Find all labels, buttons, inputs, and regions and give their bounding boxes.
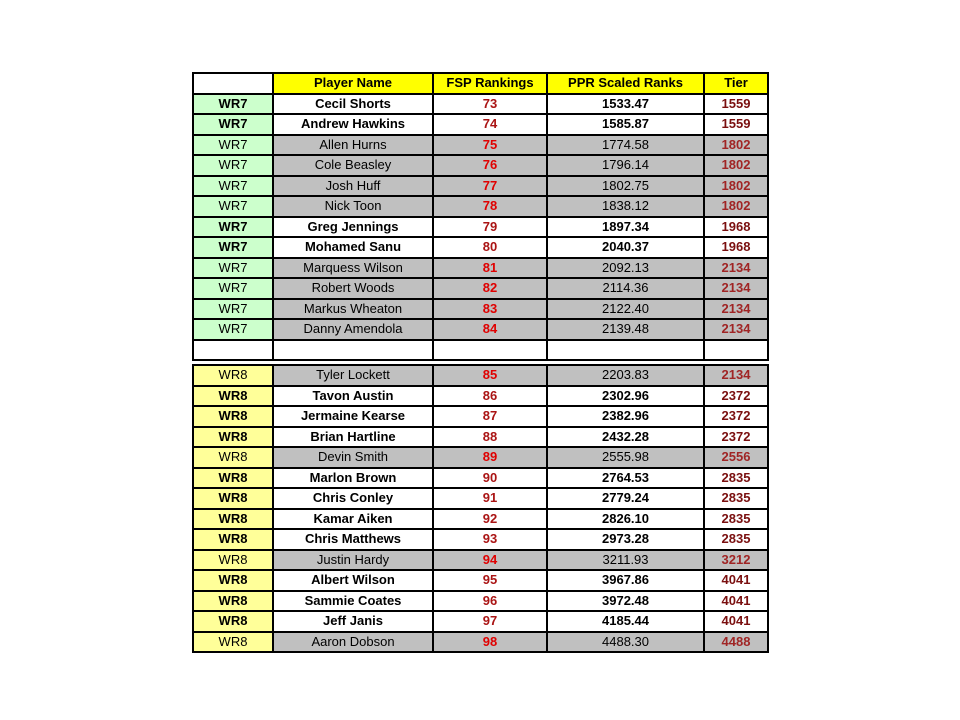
- cell-player-name: Sammie Coates: [273, 591, 433, 612]
- cell-fsp-ranking: 83: [433, 299, 547, 320]
- cell-tier: 1802: [704, 155, 768, 176]
- cell-ppr-scaled-rank: 4488.30: [547, 632, 704, 653]
- cell-ppr-scaled-rank: 2114.36: [547, 278, 704, 299]
- cell-fsp-ranking: 91: [433, 488, 547, 509]
- table-row: [193, 258, 768, 279]
- cell-player-name: Chris Matthews: [273, 529, 433, 550]
- cell-position: WR7: [193, 196, 273, 217]
- cell-player-name: Danny Amendola: [273, 319, 433, 340]
- cell-tier: 2134: [704, 299, 768, 320]
- header-tier: Tier: [704, 73, 768, 94]
- cell-ppr-scaled-rank: 1838.12: [547, 196, 704, 217]
- cell-position: WR8: [193, 550, 273, 571]
- cell-fsp-ranking: 98: [433, 632, 547, 653]
- cell-position: WR7: [193, 94, 273, 115]
- wr8-table: [192, 364, 769, 653]
- cell-fsp-ranking: 75: [433, 135, 547, 156]
- cell-tier: 2835: [704, 468, 768, 489]
- table-row: [193, 365, 768, 386]
- table-row: [193, 114, 768, 135]
- cell-fsp-ranking: 96: [433, 591, 547, 612]
- cell-tier: 3212: [704, 550, 768, 571]
- table-row: [193, 155, 768, 176]
- cell-tier: 2134: [704, 278, 768, 299]
- cell-position: WR7: [193, 176, 273, 197]
- cell-ppr-scaled-rank: 3211.93: [547, 550, 704, 571]
- cell-ppr-scaled-rank: 1796.14: [547, 155, 704, 176]
- cell-tier: 4041: [704, 591, 768, 612]
- cell-position: WR7: [193, 278, 273, 299]
- cell-fsp-ranking: 86: [433, 386, 547, 407]
- table-row: [193, 570, 768, 591]
- blank-cell: [433, 340, 547, 361]
- table-row: [193, 319, 768, 340]
- cell-tier: 1559: [704, 94, 768, 115]
- cell-player-name: Devin Smith: [273, 447, 433, 468]
- table-row: [193, 509, 768, 530]
- cell-player-name: Justin Hardy: [273, 550, 433, 571]
- header-corner-cell: [193, 73, 273, 94]
- cell-tier: 2134: [704, 258, 768, 279]
- header-player-name: Player Name: [273, 73, 433, 94]
- cell-fsp-ranking: 77: [433, 176, 547, 197]
- cell-fsp-ranking: 87: [433, 406, 547, 427]
- table-row: [193, 135, 768, 156]
- cell-tier: 4488: [704, 632, 768, 653]
- cell-tier: 4041: [704, 611, 768, 632]
- cell-tier: 4041: [704, 570, 768, 591]
- cell-player-name: Cole Beasley: [273, 155, 433, 176]
- cell-ppr-scaled-rank: 1533.47: [547, 94, 704, 115]
- cell-ppr-scaled-rank: 2555.98: [547, 447, 704, 468]
- cell-tier: 1559: [704, 114, 768, 135]
- table-row: [193, 632, 768, 653]
- table-row: [193, 386, 768, 407]
- table-row: [193, 447, 768, 468]
- table-row: [193, 196, 768, 217]
- cell-fsp-ranking: 94: [433, 550, 547, 571]
- blank-cell: [547, 340, 704, 361]
- cell-tier: 2835: [704, 488, 768, 509]
- cell-fsp-ranking: 84: [433, 319, 547, 340]
- cell-position: WR8: [193, 509, 273, 530]
- cell-ppr-scaled-rank: 3967.86: [547, 570, 704, 591]
- cell-player-name: Brian Hartline: [273, 427, 433, 448]
- cell-player-name: Markus Wheaton: [273, 299, 433, 320]
- cell-ppr-scaled-rank: 2122.40: [547, 299, 704, 320]
- cell-ppr-scaled-rank: 2764.53: [547, 468, 704, 489]
- cell-position: WR7: [193, 135, 273, 156]
- cell-position: WR7: [193, 319, 273, 340]
- header-ppr-scaled-ranks: PPR Scaled Ranks: [547, 73, 704, 94]
- cell-fsp-ranking: 80: [433, 237, 547, 258]
- cell-fsp-ranking: 95: [433, 570, 547, 591]
- table-row: [193, 611, 768, 632]
- cell-tier: 2134: [704, 365, 768, 386]
- cell-tier: 2372: [704, 406, 768, 427]
- cell-position: WR7: [193, 237, 273, 258]
- cell-player-name: Chris Conley: [273, 488, 433, 509]
- cell-player-name: Albert Wilson: [273, 570, 433, 591]
- cell-fsp-ranking: 76: [433, 155, 547, 176]
- cell-player-name: Marquess Wilson: [273, 258, 433, 279]
- blank-row: [193, 340, 768, 361]
- cell-position: WR8: [193, 406, 273, 427]
- cell-position: WR8: [193, 468, 273, 489]
- cell-position: WR7: [193, 155, 273, 176]
- cell-ppr-scaled-rank: 1585.87: [547, 114, 704, 135]
- cell-fsp-ranking: 89: [433, 447, 547, 468]
- table-row: [193, 217, 768, 238]
- cell-player-name: Cecil Shorts: [273, 94, 433, 115]
- cell-ppr-scaled-rank: 2203.83: [547, 365, 704, 386]
- cell-fsp-ranking: 79: [433, 217, 547, 238]
- cell-player-name: Marlon Brown: [273, 468, 433, 489]
- cell-tier: 1968: [704, 217, 768, 238]
- cell-tier: 1968: [704, 237, 768, 258]
- header-row: [193, 73, 768, 94]
- table-row: [193, 94, 768, 115]
- blank-cell: [273, 340, 433, 361]
- blank-cell: [704, 340, 768, 361]
- cell-fsp-ranking: 90: [433, 468, 547, 489]
- cell-position: WR8: [193, 570, 273, 591]
- table-row: [193, 176, 768, 197]
- table-row: [193, 488, 768, 509]
- cell-player-name: Andrew Hawkins: [273, 114, 433, 135]
- cell-tier: 2835: [704, 509, 768, 530]
- blank-cell: [193, 340, 273, 361]
- table-row: [193, 529, 768, 550]
- cell-fsp-ranking: 92: [433, 509, 547, 530]
- cell-player-name: Tavon Austin: [273, 386, 433, 407]
- cell-fsp-ranking: 85: [433, 365, 547, 386]
- cell-fsp-ranking: 88: [433, 427, 547, 448]
- cell-ppr-scaled-rank: 2432.28: [547, 427, 704, 448]
- cell-fsp-ranking: 97: [433, 611, 547, 632]
- table-row: [193, 427, 768, 448]
- table-row: [193, 591, 768, 612]
- cell-player-name: Mohamed Sanu: [273, 237, 433, 258]
- cell-player-name: Jermaine Kearse: [273, 406, 433, 427]
- cell-tier: 2134: [704, 319, 768, 340]
- cell-ppr-scaled-rank: 2139.48: [547, 319, 704, 340]
- cell-fsp-ranking: 81: [433, 258, 547, 279]
- cell-fsp-ranking: 74: [433, 114, 547, 135]
- cell-position: WR8: [193, 365, 273, 386]
- cell-position: WR8: [193, 632, 273, 653]
- cell-tier: 2372: [704, 386, 768, 407]
- header-fsp-rankings: FSP Rankings: [433, 73, 547, 94]
- cell-position: WR8: [193, 611, 273, 632]
- table-row: [193, 468, 768, 489]
- table-row: [193, 550, 768, 571]
- cell-tier: 1802: [704, 135, 768, 156]
- cell-ppr-scaled-rank: 2973.28: [547, 529, 704, 550]
- cell-player-name: Allen Hurns: [273, 135, 433, 156]
- cell-position: WR8: [193, 529, 273, 550]
- cell-player-name: Kamar Aiken: [273, 509, 433, 530]
- cell-tier: 2372: [704, 427, 768, 448]
- cell-position: WR8: [193, 386, 273, 407]
- cell-player-name: Robert Woods: [273, 278, 433, 299]
- cell-player-name: Aaron Dobson: [273, 632, 433, 653]
- cell-fsp-ranking: 78: [433, 196, 547, 217]
- cell-fsp-ranking: 82: [433, 278, 547, 299]
- cell-ppr-scaled-rank: 2092.13: [547, 258, 704, 279]
- cell-position: WR8: [193, 447, 273, 468]
- cell-position: WR8: [193, 427, 273, 448]
- wr7-table: [192, 72, 769, 361]
- wr-tier-spreadsheet: [192, 72, 769, 653]
- table-row: [193, 299, 768, 320]
- cell-ppr-scaled-rank: 3972.48: [547, 591, 704, 612]
- table-row: [193, 406, 768, 427]
- cell-ppr-scaled-rank: 4185.44: [547, 611, 704, 632]
- cell-ppr-scaled-rank: 1897.34: [547, 217, 704, 238]
- cell-fsp-ranking: 73: [433, 94, 547, 115]
- cell-fsp-ranking: 93: [433, 529, 547, 550]
- cell-position: WR7: [193, 114, 273, 135]
- cell-player-name: Greg Jennings: [273, 217, 433, 238]
- table-row: [193, 237, 768, 258]
- cell-ppr-scaled-rank: 2826.10: [547, 509, 704, 530]
- cell-ppr-scaled-rank: 1774.58: [547, 135, 704, 156]
- cell-player-name: Jeff Janis: [273, 611, 433, 632]
- cell-position: WR8: [193, 488, 273, 509]
- cell-ppr-scaled-rank: 2779.24: [547, 488, 704, 509]
- cell-tier: 1802: [704, 196, 768, 217]
- cell-position: WR8: [193, 591, 273, 612]
- cell-position: WR7: [193, 217, 273, 238]
- cell-position: WR7: [193, 258, 273, 279]
- cell-tier: 1802: [704, 176, 768, 197]
- cell-tier: 2556: [704, 447, 768, 468]
- cell-ppr-scaled-rank: 1802.75: [547, 176, 704, 197]
- cell-player-name: Josh Huff: [273, 176, 433, 197]
- table-row: [193, 278, 768, 299]
- cell-position: WR7: [193, 299, 273, 320]
- cell-ppr-scaled-rank: 2040.37: [547, 237, 704, 258]
- cell-ppr-scaled-rank: 2302.96: [547, 386, 704, 407]
- cell-player-name: Nick Toon: [273, 196, 433, 217]
- cell-tier: 2835: [704, 529, 768, 550]
- cell-ppr-scaled-rank: 2382.96: [547, 406, 704, 427]
- cell-player-name: Tyler Lockett: [273, 365, 433, 386]
